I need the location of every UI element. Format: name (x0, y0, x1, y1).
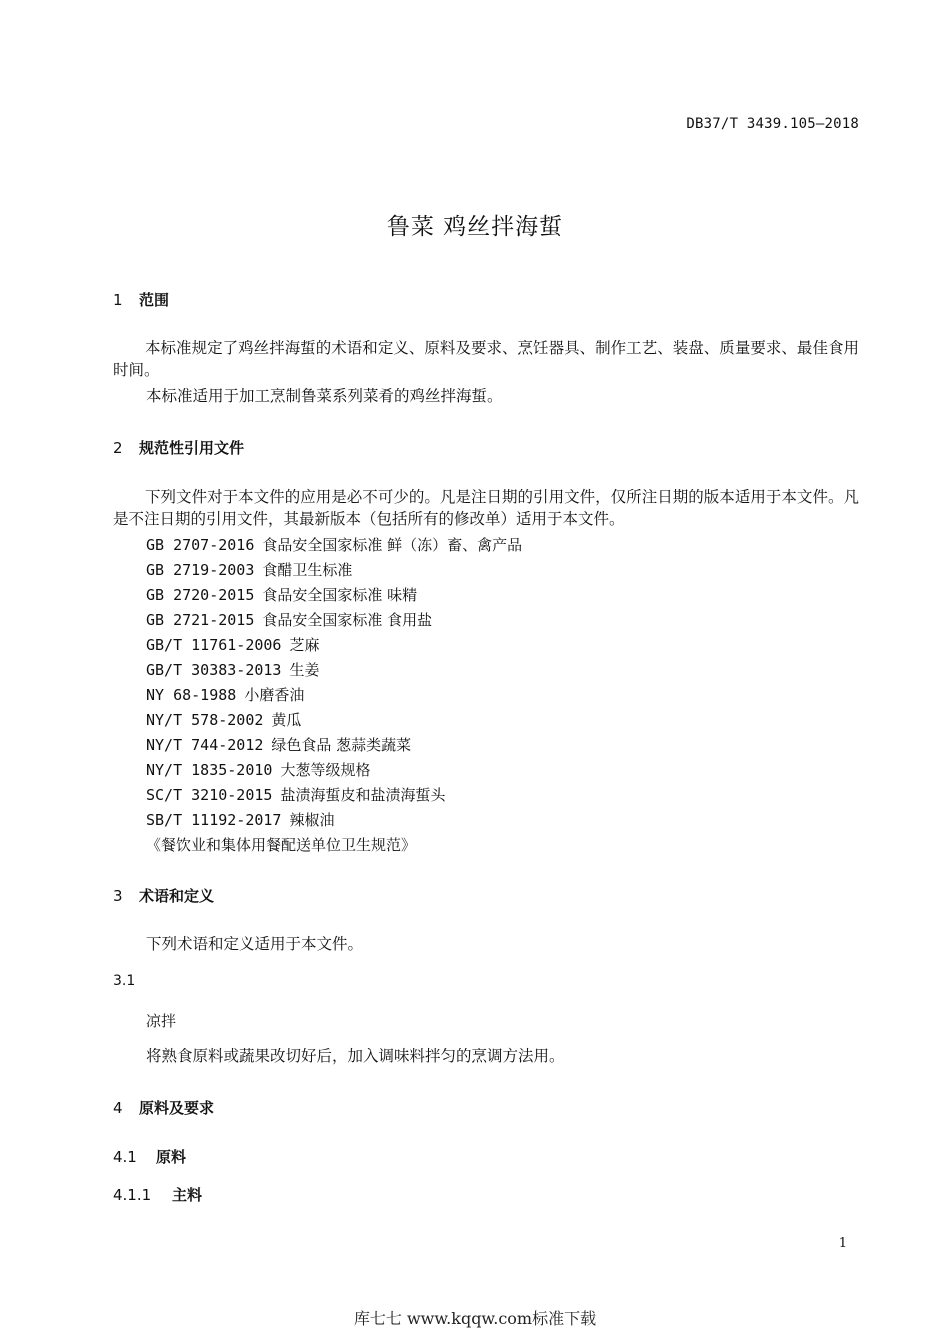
reference-item (146, 808, 522, 833)
reference-item (146, 533, 522, 558)
reference-code: NY/T 1835-2010 (146, 761, 273, 779)
section-number: 4 (113, 1099, 123, 1117)
scope-paragraph-2: 本标准适用于加工烹制鲁菜系列菜肴的鸡丝拌海蜇。 (146, 387, 503, 405)
subsection-4-1-1-heading (113, 1184, 202, 1205)
reference-extra: 《餐饮业和集体用餐配送单位卫生规范》 (146, 836, 417, 854)
subsection-title: 主料 (172, 1186, 203, 1204)
reference-code: SC/T 3210-2015 (146, 786, 273, 804)
reference-code: GB/T 30383-2013 (146, 661, 282, 679)
reference-item (146, 683, 522, 708)
reference-title: 食品安全国家标准 鲜（冻）畜、禽产品 (262, 536, 523, 554)
section-4-heading (113, 1097, 214, 1118)
reference-title: 大葱等级规格 (280, 761, 371, 779)
reference-title: 绿色食品 葱蒜类蔬菜 (271, 736, 412, 754)
reference-title: 生姜 (289, 661, 320, 679)
term-number: 3.1 (113, 973, 136, 989)
section-title: 原料及要求 (139, 1099, 215, 1117)
reference-item (146, 833, 522, 858)
reference-title: 食品安全国家标准 味精 (262, 586, 418, 604)
section-3-heading (113, 885, 214, 906)
reference-title: 食醋卫生标准 (262, 561, 353, 579)
reference-code: GB 2720-2015 (146, 586, 255, 604)
reference-code: NY 68-1988 (146, 686, 237, 704)
reference-title: 食品安全国家标准 食用盐 (262, 611, 433, 629)
subsection-title: 原料 (156, 1148, 187, 1166)
reference-item (146, 583, 522, 608)
standard-number: DB37/T 3439.105—2018 (686, 116, 859, 132)
reference-item (146, 733, 522, 758)
section-1-heading (113, 289, 169, 310)
reference-item (146, 708, 522, 733)
term-name: 凉拌 (146, 1012, 177, 1030)
reference-title: 小磨香油 (244, 686, 305, 704)
section-title: 术语和定义 (139, 887, 215, 905)
reference-item (146, 658, 522, 683)
reference-code: NY/T 578-2002 (146, 711, 264, 729)
reference-code: NY/T 744-2012 (146, 736, 264, 754)
section-number: 3 (113, 887, 123, 905)
reference-item (146, 558, 522, 583)
reference-item (146, 758, 522, 783)
reference-title: 辣椒油 (289, 811, 335, 829)
reference-item (146, 608, 522, 633)
reference-item (146, 633, 522, 658)
reference-code: SB/T 11192-2017 (146, 811, 282, 829)
reference-code: GB 2707-2016 (146, 536, 255, 554)
section-title: 范围 (139, 291, 170, 309)
section-title: 规范性引用文件 (139, 439, 245, 457)
reference-code: GB/T 11761-2006 (146, 636, 282, 654)
reference-title: 盐渍海蜇皮和盐渍海蜇头 (280, 786, 446, 804)
scope-paragraph-1: 本标准规定了鸡丝拌海蜇的术语和定义、原料及要求、烹饪器具、制作工艺、装盘、质量要求、最佳食用时间。 (113, 339, 859, 379)
page-number: 1 (838, 1236, 847, 1251)
subsection-number: 4.1 (113, 1148, 137, 1166)
reference-list (146, 533, 522, 858)
reference-title: 黄瓜 (271, 711, 302, 729)
normative-intro: 下列文件对于本文件的应用是必不可少的。凡是注日期的引用文件，仅所注日期的版本适用于本文件。凡是不注日期的引用文件，其最新版本（包括所有的修改单）适用于本文件。 (113, 488, 859, 528)
document-title: 鲁菜 鸡丝拌海蜇 (386, 214, 564, 240)
term-definition: 将熟食原料或蔬果改切好后，加入调味料拌匀的烹调方法用。 (146, 1047, 565, 1065)
reference-code: GB 2719-2003 (146, 561, 255, 579)
subsection-4-1-heading (113, 1146, 186, 1167)
reference-title: 芝麻 (289, 636, 320, 654)
section-number: 2 (113, 439, 123, 457)
footer-watermark: 库七七 www.kqqw.com标准下载 (353, 1309, 597, 1328)
subsection-number: 4.1.1 (113, 1186, 152, 1204)
reference-item (146, 783, 522, 808)
terms-intro: 下列术语和定义适用于本文件。 (146, 935, 364, 953)
section-2-heading (113, 437, 244, 458)
section-number: 1 (113, 291, 123, 309)
reference-code: GB 2721-2015 (146, 611, 255, 629)
